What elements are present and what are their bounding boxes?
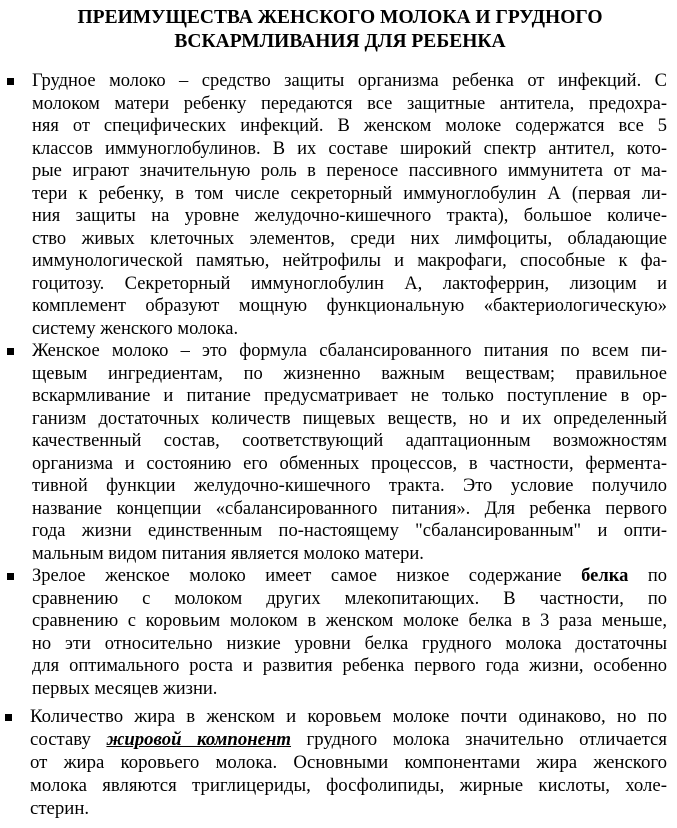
text-line: щевым ингредиентам, по жизненно важным веществам; правильное xyxy=(32,363,667,384)
list-item xyxy=(0,340,677,565)
text-line: комплемент образуют мощную функциональную «бактериологическую» xyxy=(32,296,667,316)
square-bullet-icon xyxy=(7,78,14,85)
text-line: ния защиты на уровне желудочно-кишечного тракта), большое количе- xyxy=(32,206,667,226)
title-line: ВСКАРМЛИВАНИЯ ДЛЯ РЕБЕНКА xyxy=(174,31,506,52)
text-segment: Зрелое женское молоко имеет самое низкое содержание xyxy=(32,566,582,586)
text-segment: составу xyxy=(30,729,107,750)
text-line: тивной функции желудочно-кишечного тракта. Это условие получило xyxy=(32,476,667,496)
square-bullet-icon xyxy=(5,714,12,721)
text-line: Количество жира в женском и коровьем молоке почти одинаково, но по xyxy=(30,706,667,727)
list-item xyxy=(0,70,677,340)
text-line: качественный состав, соответствующий адаптационным возможностям xyxy=(32,431,667,451)
square-bullet-icon xyxy=(7,573,14,580)
text-line: систему женского молока. xyxy=(32,318,239,339)
text-line: название концепции «сбалансированного питания». Для ребенка первого xyxy=(32,498,667,519)
text-line: иммунологической памятью, нейтрофилы и макрофаги, способные к фа- xyxy=(32,251,667,271)
text-line: стерин. xyxy=(30,798,90,819)
text-line xyxy=(32,565,667,588)
emphasized-term: жировой компонент xyxy=(106,729,292,750)
text-line: года жизни единственным по-настоящему "сбалансированным" и опти- xyxy=(32,521,667,541)
square-bullet-icon xyxy=(7,348,14,355)
text-line: тери к ребенку, в том числе секреторный иммуноглобулин А (первая ли- xyxy=(32,183,667,204)
text-line: первых месяцев жизни. xyxy=(32,678,218,699)
text-line: ганизм достаточных количеств пищевых веществ, но и их определенный xyxy=(32,408,667,429)
text-line: Женское молоко – это формула сбалансированного питания по всем пи- xyxy=(32,341,667,361)
text-line: вскармливание и питание предусматривает не только поступление в ор- xyxy=(32,386,667,406)
list-item xyxy=(0,705,677,820)
text-line: молоком матери ребенку передаются все защитные антитела, предохра- xyxy=(32,93,667,114)
text-line: от жира коровьего молока. Основными компонентами жира женского xyxy=(30,752,667,773)
text-line: Грудное молоко – средство защиты организма ребенка от инфекций. С xyxy=(32,71,667,91)
text-line: гоцитозу. Секреторный иммуноглобулин А, лактоферрин, лизоцим и xyxy=(32,273,667,294)
text-segment: по xyxy=(628,566,667,586)
text-line: но эти относительно низкие уровни белка грудного молока достаточны xyxy=(32,633,667,654)
text-line: для оптимального роста и развития ребенка первого года жизни, особенно xyxy=(32,656,667,676)
text-line: няя от специфических инфекций. В женском молоке содержатся все 5 xyxy=(32,116,667,136)
list-item xyxy=(0,565,677,700)
text-segment: грудного молока значительно отличается xyxy=(291,729,667,750)
text-line: организма и состоянию его обменных процессов, в частности, фермента- xyxy=(32,453,667,474)
text-line: мальным видом питания является молоко матери. xyxy=(32,543,424,564)
text-line: рые играют значительную роль в переносе пассивного иммунитета от ма- xyxy=(32,161,667,181)
text-line xyxy=(30,728,667,751)
page-title xyxy=(40,6,640,54)
text-line: молока являются триглицериды, фосфолипиды, жирные кислоты, холе- xyxy=(30,775,667,796)
title-line: ПРЕИМУЩЕСТВА ЖЕНСКОГО МОЛОКА И ГРУДНОГО xyxy=(77,7,603,28)
text-line: сравнению с коровьим молоком в женском молоке белка в 3 раза меньше, xyxy=(32,611,667,631)
text-line: сравнению с молоком других млекопитающих. В частности, по xyxy=(32,588,667,609)
bullet-list xyxy=(0,70,677,820)
bold-term: белка xyxy=(581,566,629,586)
text-line: ство живых клеточных элементов, среди них лимфоциты, обладающие xyxy=(32,228,667,249)
text-line: классов иммуноглобулинов. В их составе широкий спектр антител, кото- xyxy=(32,138,667,159)
